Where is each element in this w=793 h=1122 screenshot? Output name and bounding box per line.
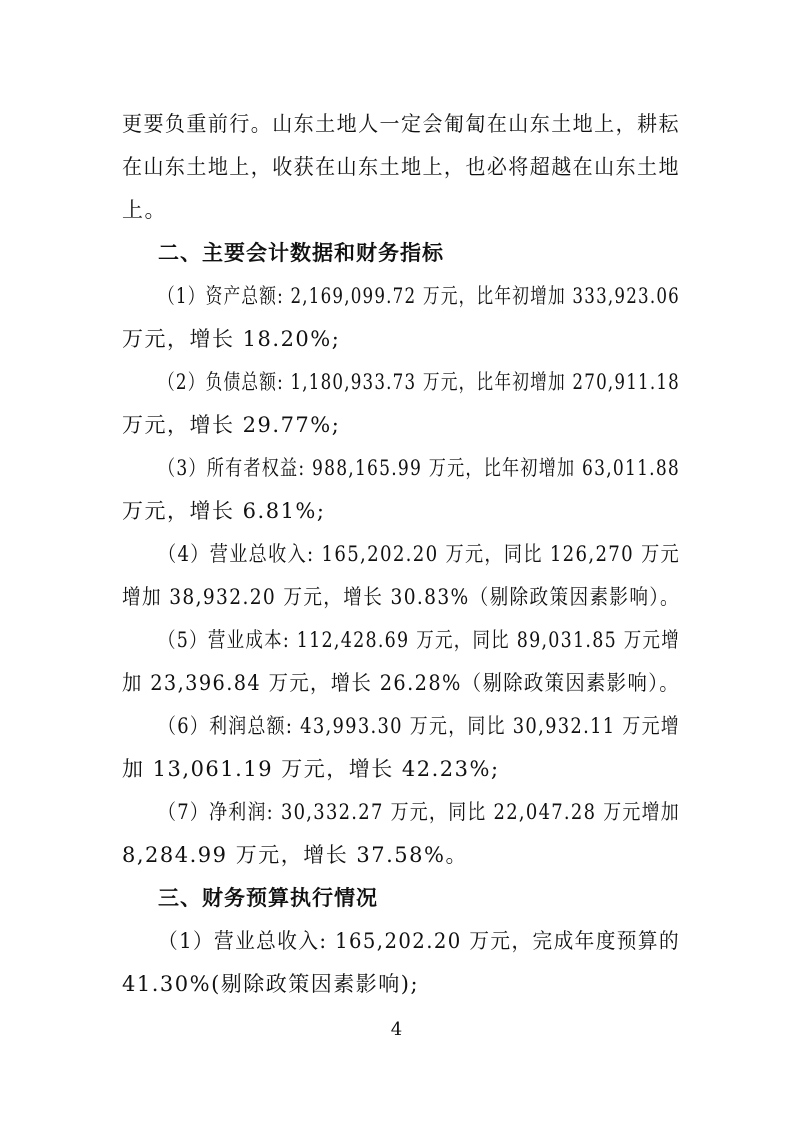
paragraph-line: 更要负重前行。山东土地人一定会匍匐在山东土地上，耕耘 bbox=[122, 112, 680, 136]
paragraph-line: 在山东土地上，收获在山东土地上，也必将超越在山东土地 bbox=[122, 155, 680, 179]
paragraph-line: 增加 38,932.20 万元，增长 30.83%（剔除政策因素影响）。 bbox=[122, 585, 681, 609]
paragraph-line: 加 13,061.19 万元，增长 42.23%; bbox=[122, 757, 500, 781]
paragraph-line: 万元，增长 29.77%; bbox=[122, 413, 341, 437]
paragraph-line: （1）资产总额: 2,169,099.72 万元，比年初增加 333,923.06 bbox=[158, 284, 680, 308]
paragraph-line: （1）营业总收入: 165,202.20 万元，完成年度预算的 bbox=[158, 929, 681, 953]
paragraph-line: 加 23,396.84 万元，增长 26.28%（剔除政策因素影响）。 bbox=[122, 671, 680, 695]
paragraph-line: （5）营业成本: 112,428.69 万元，同比 89,031.85 万元增 bbox=[158, 628, 681, 652]
paragraph-line: 万元，增长 6.81%; bbox=[122, 499, 326, 523]
paragraph-line: （4）营业总收入: 165,202.20 万元，同比 126,270 万元 bbox=[158, 542, 680, 566]
paragraph-line: （7）净利润: 30,332.27 万元，同比 22,047.28 万元增加 bbox=[158, 800, 681, 824]
paragraph-line: 8,284.99 万元，增长 37.58%。 bbox=[122, 843, 468, 867]
paragraph-line: （2）负债总额: 1,180,933.73 万元，比年初增加 270,911.18 bbox=[158, 370, 680, 394]
paragraph-line: 上。 bbox=[122, 198, 167, 222]
paragraph-line: 万元，增长 18.20%; bbox=[122, 327, 341, 351]
paragraph-line: 41.30%(剔除政策因素影响); bbox=[122, 972, 420, 996]
paragraph-line: （6）利润总额: 43,993.30 万元，同比 30,932.11 万元增 bbox=[158, 714, 681, 738]
section-heading-main-indicators: 二、主要会计数据和财务指标 bbox=[158, 241, 444, 265]
paragraph-line: （3）所有者权益: 988,165.99 万元，比年初增加 63,011.88 bbox=[158, 456, 681, 480]
page-number: 4 bbox=[390, 1019, 403, 1040]
section-heading-budget-execution: 三、财务预算执行情况 bbox=[158, 886, 378, 910]
